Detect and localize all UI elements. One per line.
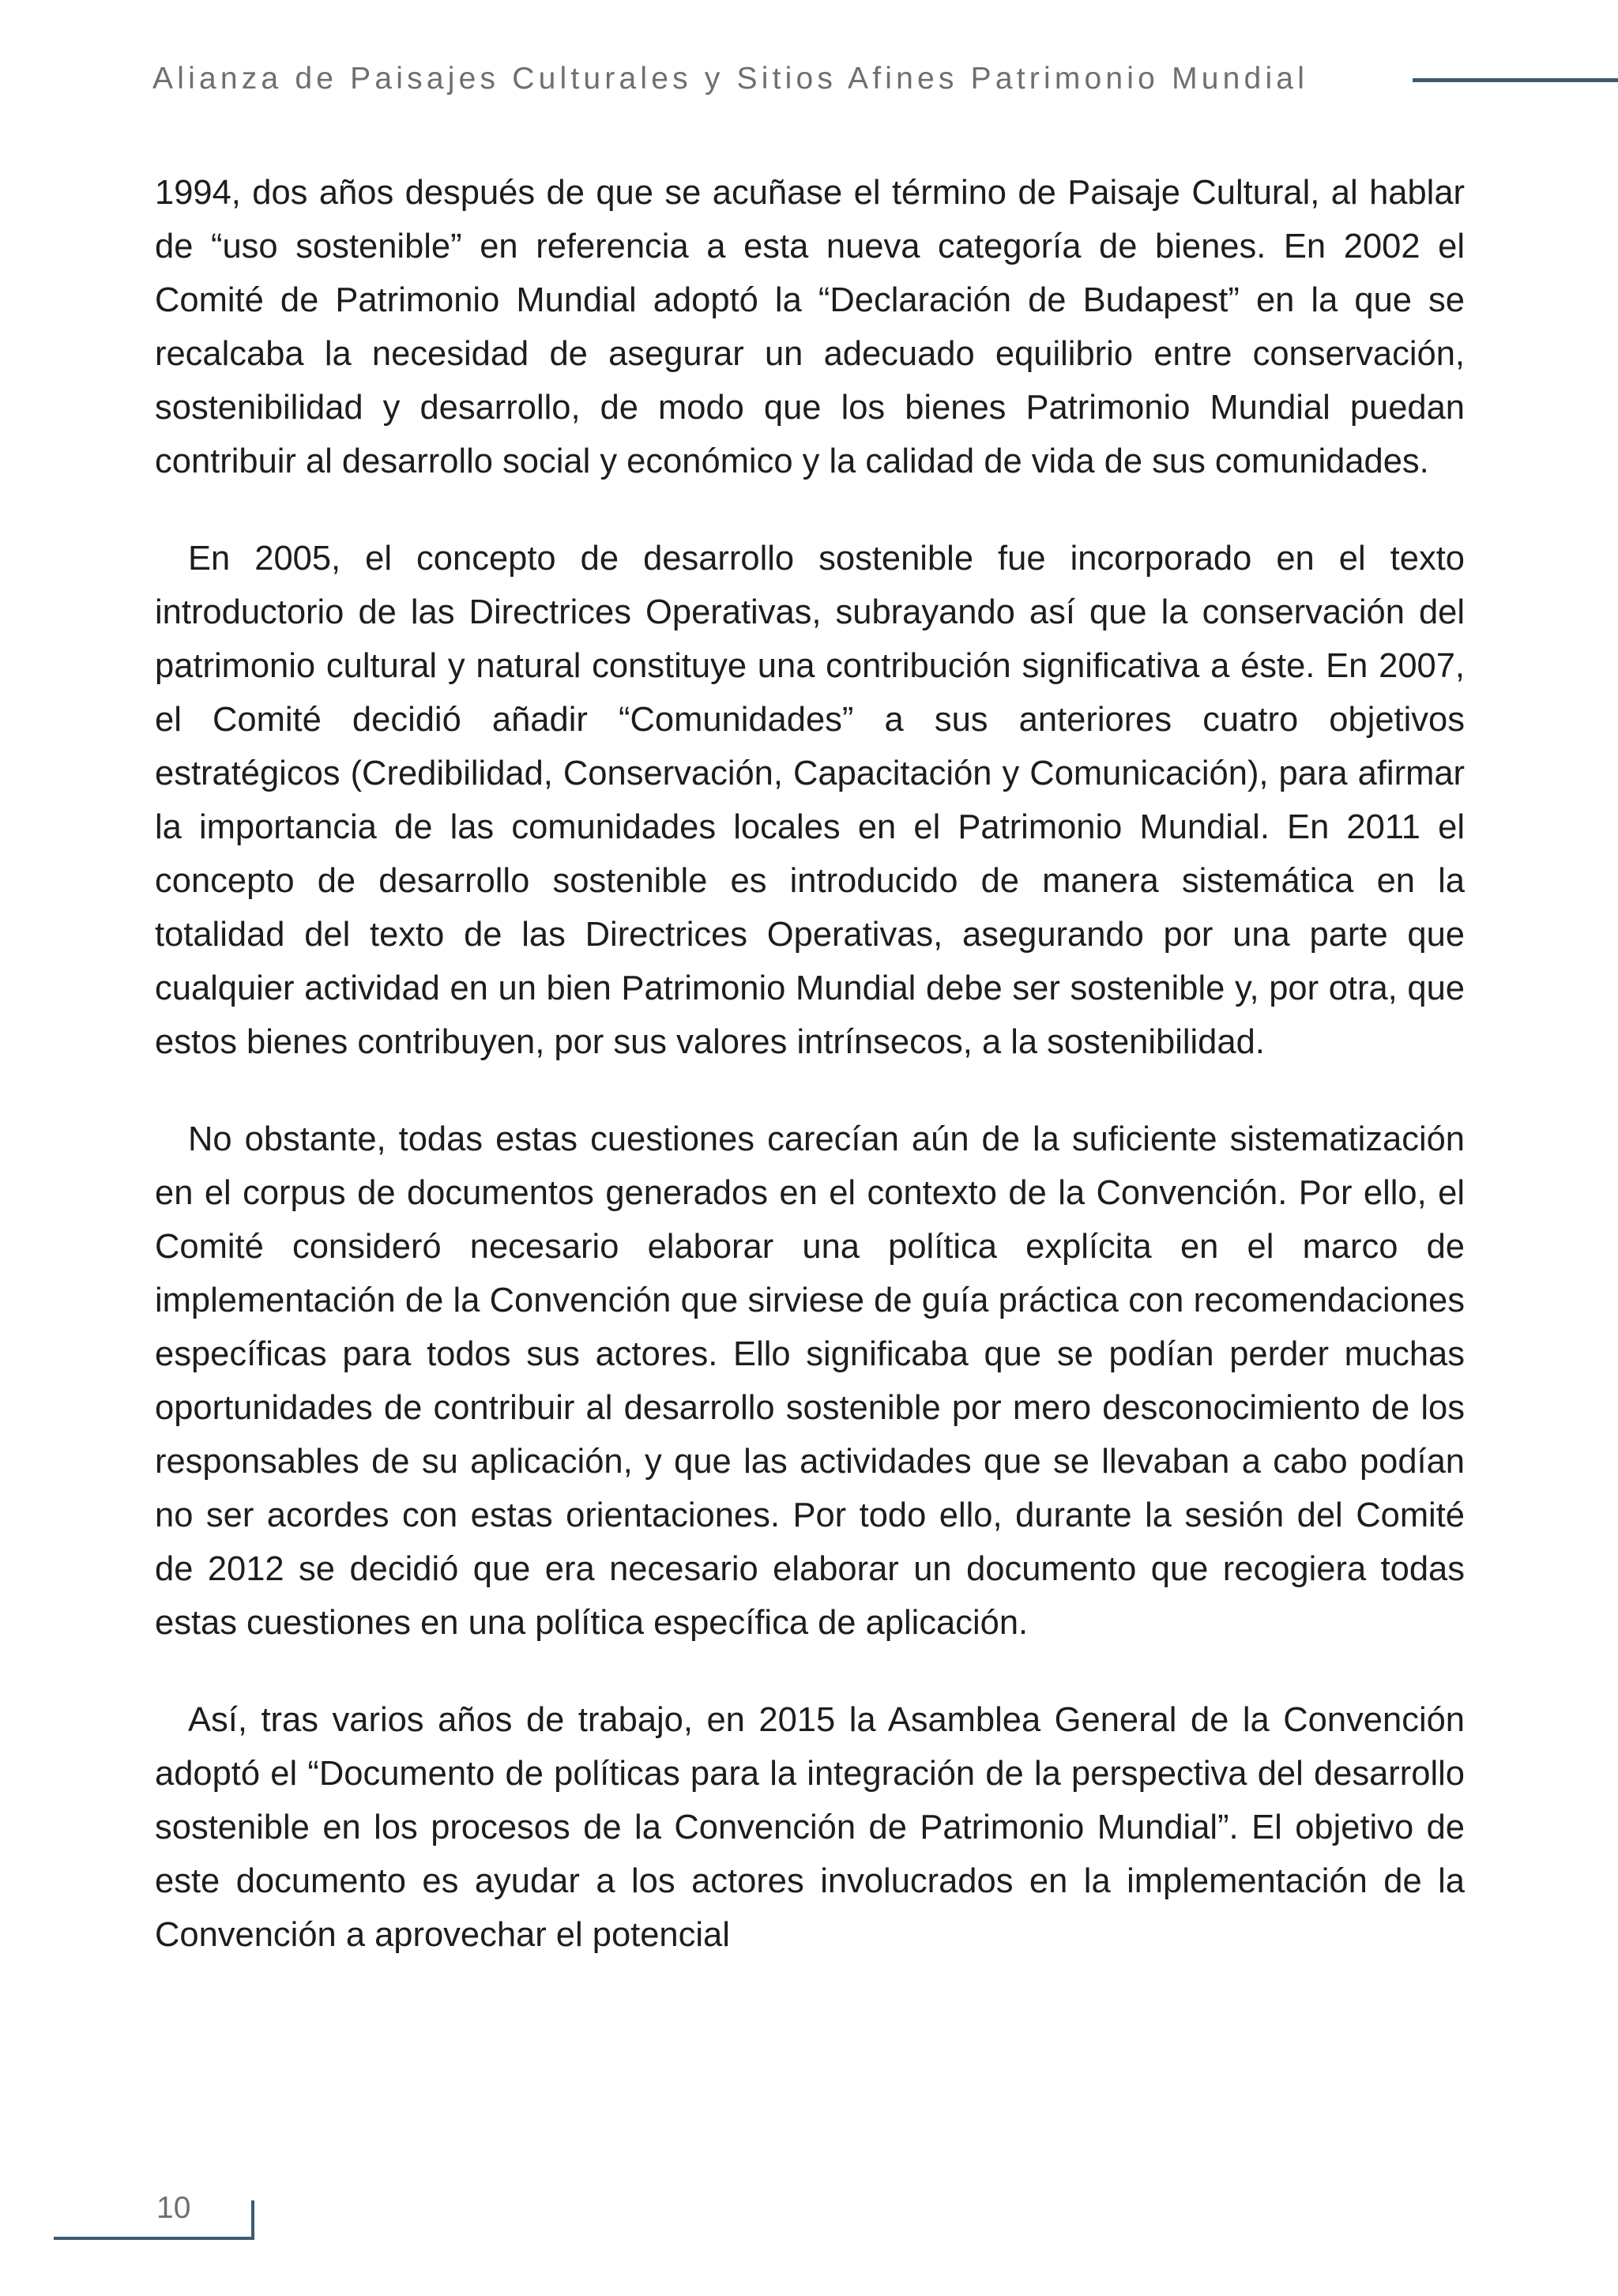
paragraph: 1994, dos años después de que se acuñase el término de Paisaje Cultural, al hablar de “uso sostenible” en referencia a esta nueva categoría de bienes. En 2002 el Comité de Patrimonio Mundial adoptó la “Declaración de Budapest” en la que se recalcaba la necesidad de asegurar un adecuado equilibrio entre conservación, sostenibilidad y desarrollo, de modo que los bienes Patrimonio Mundial puedan contribuir al desarrollo social y económico y la calidad de vida de sus comunidades.: [155, 174, 1465, 480]
paragraph: No obstante, todas estas cuestiones carecían aún de la suficiente sistematización en el corpus de documentos generados en el contexto de la Convención. Por ello, el Comité consideró necesario elaborar una política explícita en el marco de implementación de la Convención que sirviese de guía práctica con recomendaciones específicas para todos sus actores. Ello significaba que se podían perder muchas oportunidades de contribuir al desarrollo sostenible por mero desconocimiento de los responsables de su aplicación, y que las actividades que se llevaban a cabo podían no ser acordes con estas orientaciones. Por todo ello, durante la sesión del Comité de 2012 se decidió que era necesario elaborar un documento que recogiera todas estas cuestiones en una política específica de aplicación.: [155, 1120, 1465, 1642]
running-header-title: Alianza de Paisajes Culturales y Sitios Afines Patrimonio Mundial: [152, 62, 1309, 96]
page-number: 10: [156, 2191, 191, 2225]
footer-rule-tick: [251, 2200, 254, 2240]
running-header: [0, 55, 1618, 103]
paragraph: En 2005, el concepto de desarrollo sostenible fue incorporado en el texto introductorio de las Directrices Operativas, subrayando así que la conservación del patrimonio cultural y natural constituye una contribución significativa a éste. En 2007, el Comité decidió añadir “Comunidades” a sus anteriores cuatro objetivos estratégicos (Credibilidad, Conservación, Capacitación y Comunicación), para afirmar la importancia de las comunidades locales en el Patrimonio Mundial. En 2011 el concepto de desarrollo sostenible es introducido de manera sistemática en la totalidad del texto de las Directrices Operativas, asegurando por una parte que cualquier actividad en un bien Patrimonio Mundial debe ser sostenible y, por otra, que estos bienes contribuyen, por sus valores intrínsecos, a la sostenibilidad.: [155, 540, 1465, 1061]
body-text: [155, 166, 1465, 2005]
paragraph: Así, tras varios años de trabajo, en 2015 la Asamblea General de la Convención adoptó el “Documento de políticas para la integración de la perspectiva del desarrollo sostenible en los procesos de la Convención de Patrimonio Mundial”. El objetivo de este documento es ayudar a los actores involucrados en la implementación de la Convención a aprovechar el potencial: [155, 1701, 1465, 1954]
footer-rule: [54, 2237, 254, 2240]
header-rule: [1413, 78, 1618, 82]
